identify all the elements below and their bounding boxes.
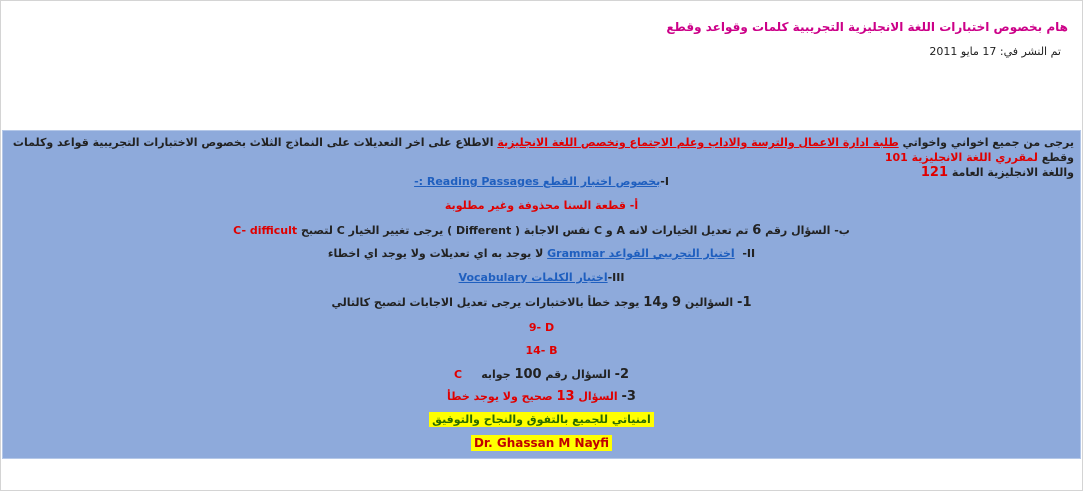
question-number: 13 [556, 389, 575, 404]
text: و [661, 296, 673, 309]
reading-link-en[interactable]: Reading Passages [426, 175, 539, 188]
post-date: تم النشر في: 17 مايو 2011 [929, 45, 1061, 58]
vocabulary-link-en[interactable]: Vocabulary [458, 271, 528, 284]
grammar-note: لا يوجد به اي تعديلات ولا يوجد اي اخطاء [327, 247, 548, 260]
text: ب- السؤال رقم [761, 224, 850, 237]
announcement-box [2, 130, 1081, 459]
text: السؤال [574, 390, 622, 403]
answer-9: 9- D [528, 321, 555, 334]
item-number: 3- [621, 389, 636, 404]
option-a: A [616, 224, 626, 237]
text: جوابه [477, 368, 515, 381]
text: لتصبح [297, 224, 337, 237]
option-c: C [593, 224, 603, 237]
grammar-link-en[interactable]: Grammar [547, 247, 605, 260]
reading-note-a: أ- قطعة السنا محذوفة وغير مطلوبة [444, 199, 639, 212]
section-reading [3, 175, 1080, 188]
text: يوجد خطأ بالاختبارات يرجى تعديل الاجابات لتصبح كالتالي [331, 296, 644, 309]
text: ) يرجى تغيير الخيار [344, 224, 456, 237]
text: و [602, 224, 617, 237]
question-number: 100 [514, 367, 542, 382]
question-number: 14 [643, 295, 662, 310]
item-number: 1- [737, 295, 752, 310]
post-title[interactable]: هام بخصوص اختبارات اللغة الانجليزية التجريبية كلمات وقواعد وقطع [666, 20, 1068, 34]
intro-text: يرجى من جميع اخواني واخواتي [898, 136, 1074, 149]
section-number: III- [607, 271, 625, 284]
grammar-link-ar[interactable]: اختبار التجريبي القواعد [604, 247, 735, 260]
section-number: II- [742, 247, 756, 260]
reading-note-b [3, 223, 1080, 238]
intro-text-2: الاطلاع على اخر التعديلات على النماذج الثلاث بخصوص الاختبارات التجريبية قواعد وكلمات وقطع [12, 136, 1074, 164]
question-number: 9 [672, 295, 682, 310]
intro-students-link[interactable]: طلبة ادارة الاعمال والترسة والاداب وعلم الاجتماع وتخصص اللغة الانجليزية [497, 136, 899, 149]
intro-course-121: 121 [920, 165, 949, 180]
question-number: 6 [752, 223, 762, 238]
wishes-text: امنياتي للجميع بالتفوق والنجاح والتوفيق [429, 412, 654, 427]
text: السؤالين [681, 296, 738, 309]
option-c: C [336, 224, 345, 237]
reading-link-ar[interactable]: بخصوص اختبار القطع [538, 175, 661, 188]
section-vocabulary [3, 271, 1080, 284]
signature-row [3, 436, 1080, 450]
wishes-row [3, 413, 1080, 426]
answer-option: C [453, 368, 463, 381]
word-different: Different [455, 224, 512, 237]
corrected-option: C- difficult [233, 224, 298, 237]
text: السؤال رقم [541, 368, 615, 381]
intro-paragraph [9, 135, 1074, 180]
section-grammar [3, 247, 1080, 260]
intro-text-3: واللغة الانجليزية العامة [948, 166, 1074, 179]
item-number: 2- [614, 367, 630, 382]
vocab-item-2 [3, 367, 1080, 382]
signature: Dr. Ghassan M Nayfi [471, 435, 612, 451]
vocabulary-link-ar[interactable]: اختبار الكلمات [527, 271, 608, 284]
answer-14: 14- B [525, 344, 558, 357]
vocab-item-1 [3, 295, 1080, 310]
reading-tail: :- [414, 175, 427, 188]
vocab-item-3 [3, 389, 1080, 404]
section-number: I- [660, 175, 669, 188]
text: نفس الاجابة ( [511, 224, 594, 237]
text: صحيح ولا يوجد خطأ [447, 390, 557, 403]
intro-course-101: لمقرري اللغة الانجليزية 101 [884, 151, 1038, 164]
text: تم تعديل الخيارات لانه [625, 224, 753, 237]
